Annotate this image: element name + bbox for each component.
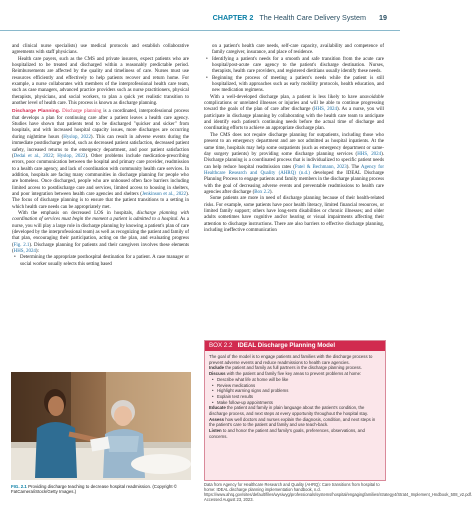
box-list-item: • Make follow-up appointments <box>209 400 381 406</box>
header-rule <box>0 30 400 31</box>
box-source-note: Data from Agency for Healthcare Research and Quality (AHRQ): Care transitions from hospital to home: IDEAL discharge planning implementation handbook, n.d. https://www.ahrq.gov/sites/default/files/wysiwyg/professionals/systems/hospital/engagingfamilies/strategy4/Strat4_Implement_Hndbook_508_v2.pdf. Accessed August 23, 2023. <box>204 482 472 502</box>
elements-list-continued <box>204 57 384 95</box>
citation-link[interactable]: Agency for Healthcare Research and Quality (AHRQ) (n.d.) <box>204 164 385 176</box>
citation-link[interactable]: HHS, 2024 <box>357 151 382 157</box>
left-paragraph-1: and clinical nurse specialists) use medical protocols and establish collaborative agreements with staff physicians. <box>12 44 189 56</box>
citation-link[interactable]: Patel & Bechmann, 2023 <box>294 164 347 170</box>
left-paragraph-2: Health care payers, such as the CMS and private insurers, expect patients who are hospitalized to be treated and discharged within a reasonably predictable period. Reimbursements are affected by the quality and timeliness of care. Nurses must use resources efficiently and effectively to help patients recover and return home. For example, a nurse collaborates with members of the interprofessional health care team, such as case managers, advanced practice providers such as nurse practitioners, physical therapists, physicians, and social workers, to plan a quick yet realistic transition to another level of health care. This process is known as discharge planning. <box>12 56 189 107</box>
citation-link[interactable]: HHS, 2024 <box>13 249 36 254</box>
citation-link[interactable]: Dedai et al., 2022 <box>13 153 54 159</box>
box-list-item: • Review medications <box>209 383 381 389</box>
citation-link[interactable]: Hyslop, 2022 <box>57 153 86 159</box>
box-discuss: Discuss with the patient and family five key areas to prevent problems at home: <box>209 371 362 377</box>
box-ideal-discharge-model <box>204 340 386 481</box>
box-list-item: • Describe what life at home will be like <box>209 377 381 383</box>
page-number: 19 <box>379 13 387 22</box>
citation-link[interactable]: Jenkinson et al., 2022 <box>141 191 187 197</box>
left-column <box>12 44 189 268</box>
figure-label: FIG. 2.1 <box>11 484 27 489</box>
right-paragraph-1: on a patient's health care needs, self-care capacity, availability and competence of family caregiver, insurance, and place of residence. <box>212 44 384 56</box>
chapter-number: CHAPTER 2 <box>212 13 254 22</box>
box-list-item: • Highlight warning signs and problems <box>209 388 381 394</box>
box-intro: The goal of the model is to engage patients and families with the discharge process to prevent adverse events and reduce readmissions to health care agencies. <box>209 354 373 365</box>
figure-link[interactable]: Fig. 2.1 <box>13 242 30 248</box>
figure-caption: FIG. 2.1 Providing discharge teaching to decrease hospital readmission. (Copyright © FatCamera/iStock/Getty Images.) <box>11 484 178 495</box>
right-paragraph-4: Some patients are more in need of discharge planning because of their health-related risks. For example, some patients have poor health literacy, limited financial resources, or limited family support; others have long-term disabilities or chronic illnesses; and older adults sometimes have cognitive and/or hearing or visual impairments affecting their attention to discharge instructions. There are also barriers to effective discharge planning, including ineffective communication <box>204 196 384 233</box>
box-label: BOX 2.2 <box>209 342 233 349</box>
list-item: • Beginning the process of meeting a patient's needs while the patient is still hospitalized, with approaches such as early mobility protocols, health education, and new medication regimens. <box>212 76 384 95</box>
box-link[interactable]: Box 2.2 <box>254 189 270 195</box>
running-header <box>0 0 400 44</box>
box-title: IDEAL Discharge Planning Model <box>237 342 336 349</box>
right-column <box>204 44 384 234</box>
list-item: • Determining the appropriate posthospital destination for a patient. A case manager or social worker usually selects this setting based <box>20 255 189 268</box>
citation-link[interactable]: HHS, 2024 <box>314 107 337 113</box>
box-assess: Assess how well doctors and nurses explain the diagnosis, condition, and next steps in the patient's care to the patient and family and use teach-back. <box>209 416 376 428</box>
left-paragraph-4: With the emphasis on decreased LOS in hospitals, discharge planning with coordination of services must begin the moment a patient is admitted to a hospital. As a nurse, you will play a large role in discharge planning by knowing a patient's plan of care (developed by the interprofessional team) as well as recognizing the patient and family of that plan, encouraging their participation, acting on the plan, and evaluating progress (Fig. 2.1). Discharge planning for patients and their caregivers involves these elements (HHS, 2024): <box>12 210 190 254</box>
discharge-planning-heading: Discharge Planning. <box>12 109 61 115</box>
citation-link[interactable]: Hyslop, 2022 <box>63 134 91 140</box>
box-list-item: • Explain test results <box>209 394 381 400</box>
right-paragraph-2: With a well-developed discharge plan, a patient is less likely to have unavoidable complications or unrelated illnesses or injuries and will be able to continue progressing toward the goals of the plan of care after discharge (HHS, 2024). As a nurse, you will participate in discharge planning by collaborating with the health care team to anticipate and identify each patient's continuing needs before the actual time of discharge and coordinating efforts to achieve an appropriate discharge plan. <box>204 94 385 132</box>
right-paragraph-3: The CMS does not require discharge planning for outpatients, including those who present to an emergency department and are not admitted as hospital inpatients. At the same time, hospitals may help some outpatients (such as emergency department or same-day surgery patients) by providing some discharge planning services (HHS, 2024). Discharge planning is a coordinated process that is individualized to specific patient needs can help reduce hospital readmission rates (Patel & Bechmann, 2023). The Agency for Healthcare Research and Quality (AHRQ) (n.d.) developed the IDEAL Discharge Planning Process to engage patients and family members in the discharge planning process with the goal of decreasing adverse events and preventable readmissions to health care agencies after discharge (Box 2.2). <box>204 132 385 195</box>
chapter-heading <box>0 13 366 22</box>
chapter-title: The Health Care Delivery System <box>259 13 366 22</box>
key-term-discharge-planning: Discharge planning <box>62 109 102 115</box>
figure-photo <box>11 372 191 480</box>
box-include: Include the patient and family as full partners in the discharge planning process. <box>209 365 362 371</box>
elements-list <box>12 255 189 268</box>
nurse-patient-photo <box>11 372 191 480</box>
box-educate: Educate the patient and family in plain language about the patient's condition, the discharge process, and next steps at every opportunity throughout the hospital stay. <box>209 405 368 417</box>
box-body <box>205 351 385 443</box>
discharge-planning-paragraph: Discharge Planning. Discharge planning is a coordinated, interprofessional process that develops a plan for continuing care after a patient leaves a health care agency. Studies have shown that patients tend to be discharged "quicker and sicker" from hospitals, and with increased hospital capacity issues, more discharges are occurring during nighttime hours (Hyslop, 2022). This can result in adverse events during the immediate postdischarge period, such as decreased patient satisfaction, decreased patient safety, increased returns to the emergency department, and poor patient satisfaction (Dedai et al., 2022; Hyslop, 2022). Other problems include medication-prescribing errors, poor communication between the hospital and primary care provider, readmission to a health care agency, and lack of coordination with community health care services. In addition, hospitals are facing many communities in discharge planning for people who are homeless. Once discharged, people who are unhoused often face barriers including limited access to postdischarge care and services, limited access to housing in shelters, and poor integration between health care agencies and shelters (Jenkinson et al., 2022). The focus of discharge planning is to ensure that the patient transitions to a setting in which health care needs can be appropriately met. <box>12 109 190 210</box>
list-item: • Identifying a patient's needs for a smooth and safe transition from the acute care hospital/post-acute care agency to the patient's discharge destination. Nurses, therapists, health care providers, and registered dietitians usually identify these needs. <box>212 57 384 76</box>
box-listen: Listen to and honor the patient and family's goals, preferences, observations, and concerns. <box>209 428 365 439</box>
box-header <box>205 341 385 351</box>
